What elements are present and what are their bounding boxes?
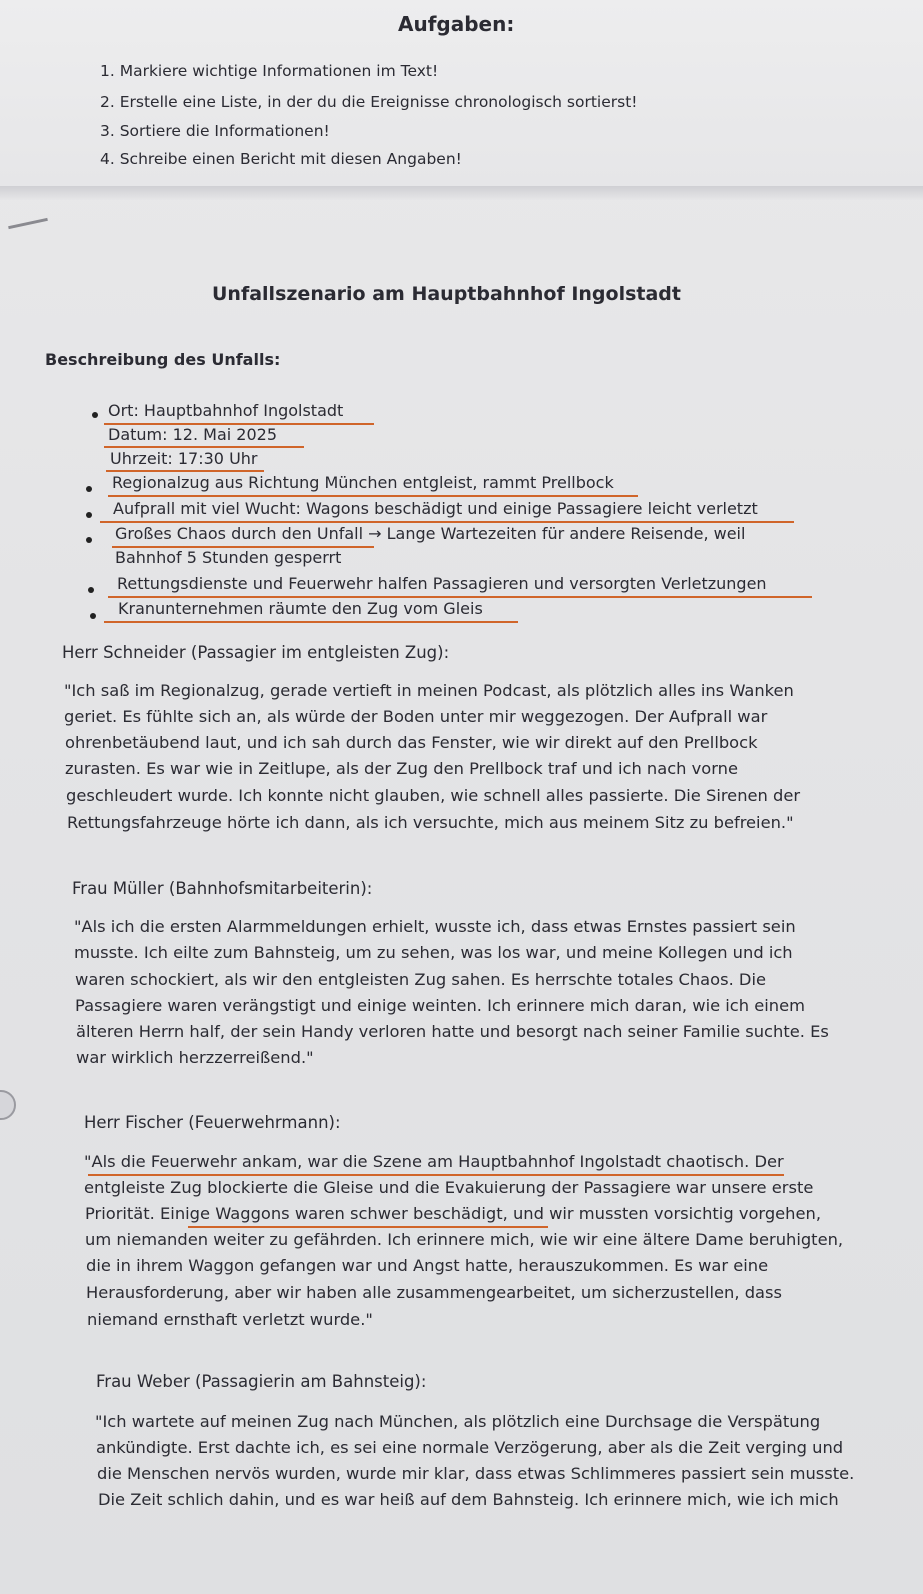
bullet-impact: Aufprall mit viel Wucht: Wagons beschädigt und einige Passagiere leicht verletzt bbox=[113, 499, 758, 518]
bullet-dot bbox=[86, 486, 92, 492]
testimony-line: Rettungsfahrzeuge hörte ich dann, als ich versuchte, mich aus meinem Sitz zu befreien." bbox=[67, 813, 794, 832]
bullet-chaos-cont: Bahnhof 5 Stunden gesperrt bbox=[115, 548, 342, 567]
bullet-time: Uhrzeit: 17:30 Uhr bbox=[110, 449, 258, 468]
highlight-underline bbox=[100, 521, 794, 523]
testimony-line: "Als die Feuerwehr ankam, war die Szene am Hauptbahnhof Ingolstadt chaotisch. Der bbox=[84, 1152, 784, 1171]
testimony-line: Die Zeit schlich dahin, und es war heiß auf dem Bahnsteig. Ich erinnere mich, wie ich mich bbox=[98, 1490, 839, 1509]
testimony-line: niemand ernsthaft verletzt wurde." bbox=[87, 1310, 373, 1329]
testimony-line: ankündigte. Erst dachte ich, es sei eine normale Verzögerung, aber als die Zeit verging und bbox=[96, 1438, 844, 1457]
highlight-underline bbox=[188, 1226, 548, 1228]
section-title: Beschreibung des Unfalls: bbox=[45, 350, 281, 369]
bullet-location: Ort: Hauptbahnhof Ingolstadt bbox=[108, 401, 344, 420]
testimony-line: war wirklich herzzerreißend." bbox=[76, 1048, 314, 1067]
pen-mark bbox=[8, 218, 48, 229]
document-title: Unfallszenario am Hauptbahnhof Ingolstadt bbox=[212, 283, 681, 305]
punch-hole bbox=[0, 1090, 16, 1120]
highlight-underline bbox=[88, 1174, 784, 1176]
testimony-line: zurasten. Es war wie in Zeitlupe, als der Zug den Prellbock traf und ich nach vorne bbox=[65, 759, 739, 778]
highlight-underline bbox=[106, 470, 264, 472]
speaker-heading: Frau Weber (Passagierin am Bahnsteig): bbox=[96, 1372, 427, 1391]
speaker-heading: Herr Schneider (Passagier im entgleisten Zug): bbox=[62, 643, 450, 662]
highlight-underline bbox=[108, 596, 812, 598]
highlight-underline bbox=[104, 446, 304, 448]
bullet-dot bbox=[90, 613, 96, 619]
task-item: 3. Sortiere die Informationen! bbox=[100, 122, 330, 140]
task-item: 2. Erstelle eine Liste, in der du die Ereignisse chronologisch sortierst! bbox=[100, 93, 638, 111]
bullet-dot bbox=[88, 587, 94, 593]
paper-fold bbox=[0, 186, 923, 200]
task-item: 1. Markiere wichtige Informationen im Text! bbox=[100, 62, 439, 80]
testimony-line: um niemanden weiter zu gefährden. Ich erinnere mich, wie wir eine ältere Dame beruhigten, bbox=[85, 1230, 844, 1249]
bullet-train: Regionalzug aus Richtung München entgleist, rammt Prellbock bbox=[112, 473, 614, 492]
testimony-line: älteren Herrn half, der sein Handy verloren hatte und besorgt nach seiner Familie suchte. Es bbox=[76, 1022, 829, 1041]
testimony-line: geriet. Es fühlte sich an, als würde der Boden unter mir weggezogen. Der Aufprall war bbox=[64, 707, 768, 726]
speaker-heading: Herr Fischer (Feuerwehrmann): bbox=[84, 1113, 341, 1132]
testimony-line: Herausforderung, aber wir haben alle zusammengearbeitet, um sicherzustellen, dass bbox=[86, 1283, 782, 1302]
highlight-underline bbox=[104, 621, 518, 623]
bullet-date: Datum: 12. Mai 2025 bbox=[108, 425, 277, 444]
testimony-line: Priorität. Einige Waggons waren schwer beschädigt, und wir mussten vorsichtig vorgehen, bbox=[85, 1204, 822, 1223]
bullet-dot bbox=[92, 412, 98, 418]
bullet-dot bbox=[86, 537, 92, 543]
testimony-line: ohrenbetäubend laut, und ich sah durch das Fenster, wie wir direkt auf den Prellbock bbox=[65, 733, 758, 752]
testimony-line: "Ich wartete auf meinen Zug nach München, als plötzlich eine Durchsage die Verspätung bbox=[95, 1412, 821, 1431]
testimony-line: "Ich saß im Regionalzug, gerade vertieft in meinen Podcast, als plötzlich alles ins Wanken bbox=[64, 681, 794, 700]
bullet-chaos: Großes Chaos durch den Unfall → Lange Wartezeiten für andere Reisende, weil bbox=[115, 524, 746, 543]
bullet-crane: Kranunternehmen räumte den Zug vom Gleis bbox=[118, 599, 483, 618]
testimony-line: "Als ich die ersten Alarmmeldungen erhielt, wusste ich, dass etwas Ernstes passiert sein bbox=[74, 917, 796, 936]
bullet-dot bbox=[86, 512, 92, 518]
testimony-line: die in ihrem Waggon gefangen war und Angst hatte, herauszukommen. Es war eine bbox=[86, 1256, 769, 1275]
task-item: 4. Schreibe einen Bericht mit diesen Angaben! bbox=[100, 150, 462, 168]
bullet-rescue: Rettungsdienste und Feuerwehr halfen Passagieren und versorgten Verletzungen bbox=[117, 574, 767, 593]
speaker-heading: Frau Müller (Bahnhofsmitarbeiterin): bbox=[72, 879, 373, 898]
highlight-underline bbox=[108, 495, 638, 497]
testimony-line: musste. Ich eilte zum Bahnsteig, um zu sehen, was los war, und meine Kollegen und ich bbox=[74, 943, 793, 962]
testimony-line: waren schockiert, als wir den entgleisten Zug sahen. Es herrschte totales Chaos. Die bbox=[75, 970, 767, 989]
testimony-line: Passagiere waren verängstigt und einige weinten. Ich erinnere mich daran, wie ich einem bbox=[75, 996, 805, 1015]
tasks-heading: Aufgaben: bbox=[398, 12, 515, 36]
testimony-line: entgleiste Zug blockierte die Gleise und die Evakuierung der Passagiere war unsere erste bbox=[84, 1178, 814, 1197]
testimony-line: geschleudert wurde. Ich konnte nicht glauben, wie schnell alles passierte. Die Sirenen der bbox=[66, 786, 801, 805]
testimony-line: die Menschen nervös wurden, wurde mir klar, dass etwas Schlimmeres passiert sein musste. bbox=[97, 1464, 855, 1483]
